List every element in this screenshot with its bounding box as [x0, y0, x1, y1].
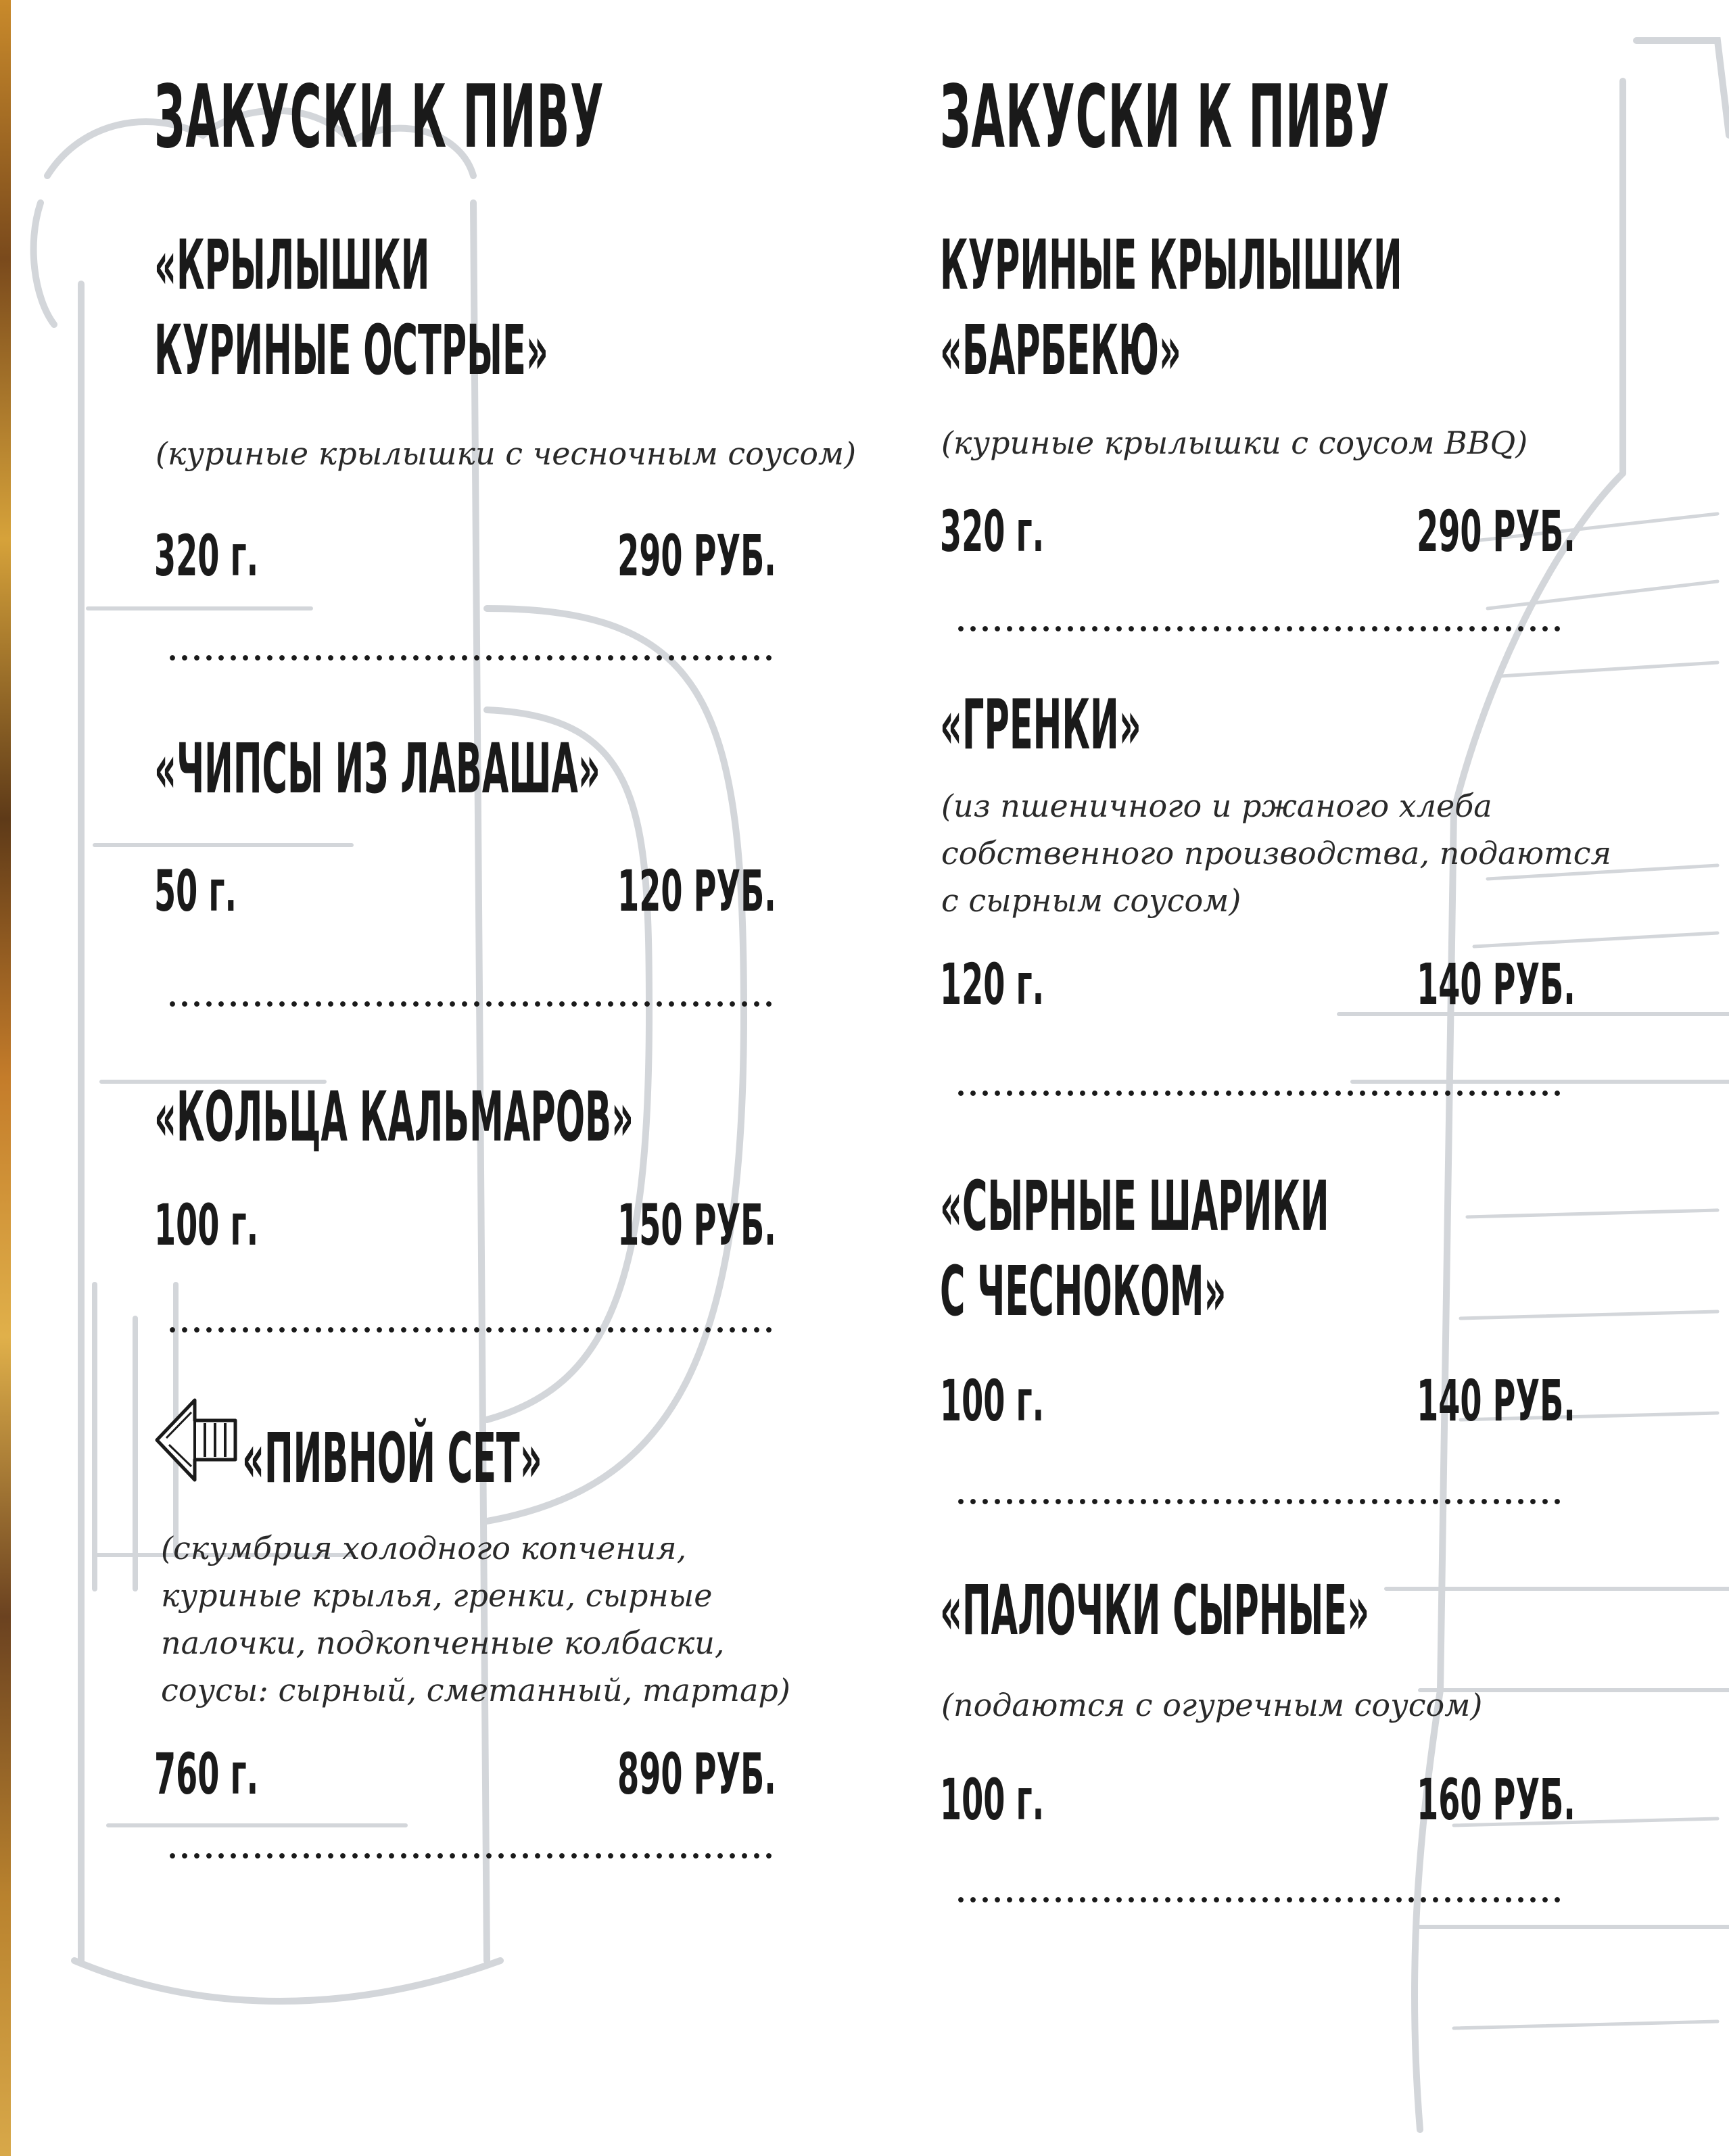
item-title: «КОЛЬЦА КАЛЬМАРОВ»: [154, 1077, 634, 1157]
item-title: «ГРЕНКИ»: [940, 685, 1141, 765]
item-title: КУРИНЫЕ КРЫЛЫШКИ «БАРБЕКЮ»: [940, 225, 1402, 391]
dotted-divider: [166, 1326, 775, 1333]
item-weight: 760 г.: [154, 1741, 259, 1807]
item-description: (из пшеничного и ржаного хлеба собственного производства, подаются с сырным соусом): [941, 788, 1611, 919]
item-description: (скумбрия холодного копчения, куриные крылья, гренки, сырные палочки, подкопченные колбаски, соусы: сырный, сметанный, тартар): [161, 1530, 790, 1708]
dotted-divider: [166, 1852, 775, 1859]
item-title: «ПАЛОЧКИ СЫРНЫЕ»: [940, 1571, 1370, 1651]
item-price: 150 РУБ.: [617, 1192, 776, 1258]
item-description: (куриные крылышки с соусом BBQ): [941, 425, 1528, 461]
section-heading: ЗАКУСКИ К ПИВУ: [154, 67, 605, 168]
dotted-divider: [955, 1896, 1563, 1903]
item-weight: 320 г.: [940, 498, 1045, 565]
dotted-divider: [955, 1498, 1563, 1505]
item-title: «СЫРНЫЕ ШАРИКИ С ЧЕСНОКОМ»: [940, 1166, 1329, 1332]
item-price: 890 РУБ.: [617, 1741, 776, 1807]
item-weight: 50 г.: [154, 858, 237, 924]
item-title-line: «КРЫЛЫШКИ: [154, 225, 430, 306]
item-title: «ПИВНОЙ СЕТ»: [242, 1418, 542, 1499]
item-title-line: КУРИНЫЕ ОСТРЫЕ»: [154, 310, 548, 391]
item-weight: 120 г.: [940, 951, 1045, 1017]
item-weight: 100 г.: [940, 1767, 1045, 1833]
dotted-divider: [166, 654, 775, 661]
item-price: 120 РУБ.: [617, 858, 776, 924]
arrow-left-icon: [154, 1396, 239, 1484]
dotted-divider: [955, 1090, 1563, 1097]
item-description: (куриные крылышки с чесночным соусом): [156, 435, 857, 472]
dotted-divider: [166, 1001, 775, 1007]
item-price: 140 РУБ.: [1417, 1368, 1576, 1434]
section-heading: ЗАКУСКИ К ПИВУ: [940, 67, 1390, 168]
item-weight: 100 г.: [154, 1192, 259, 1258]
item-title: [154, 223, 548, 393]
item-price: 290 РУБ.: [1417, 498, 1576, 565]
beer-mug-sketch-icon: [34, 111, 744, 2001]
item-price: 160 РУБ.: [1417, 1767, 1576, 1833]
item-price: 140 РУБ.: [1417, 951, 1576, 1017]
item-weight: 320 г.: [154, 523, 259, 589]
item-price: 290 РУБ.: [617, 523, 776, 589]
item-title: «ЧИПСЫ ИЗ ЛАВАША»: [154, 729, 600, 809]
item-description: (подаются с огуречным соусом): [941, 1687, 1483, 1723]
item-weight: 100 г.: [940, 1368, 1045, 1434]
dotted-divider: [955, 625, 1563, 632]
